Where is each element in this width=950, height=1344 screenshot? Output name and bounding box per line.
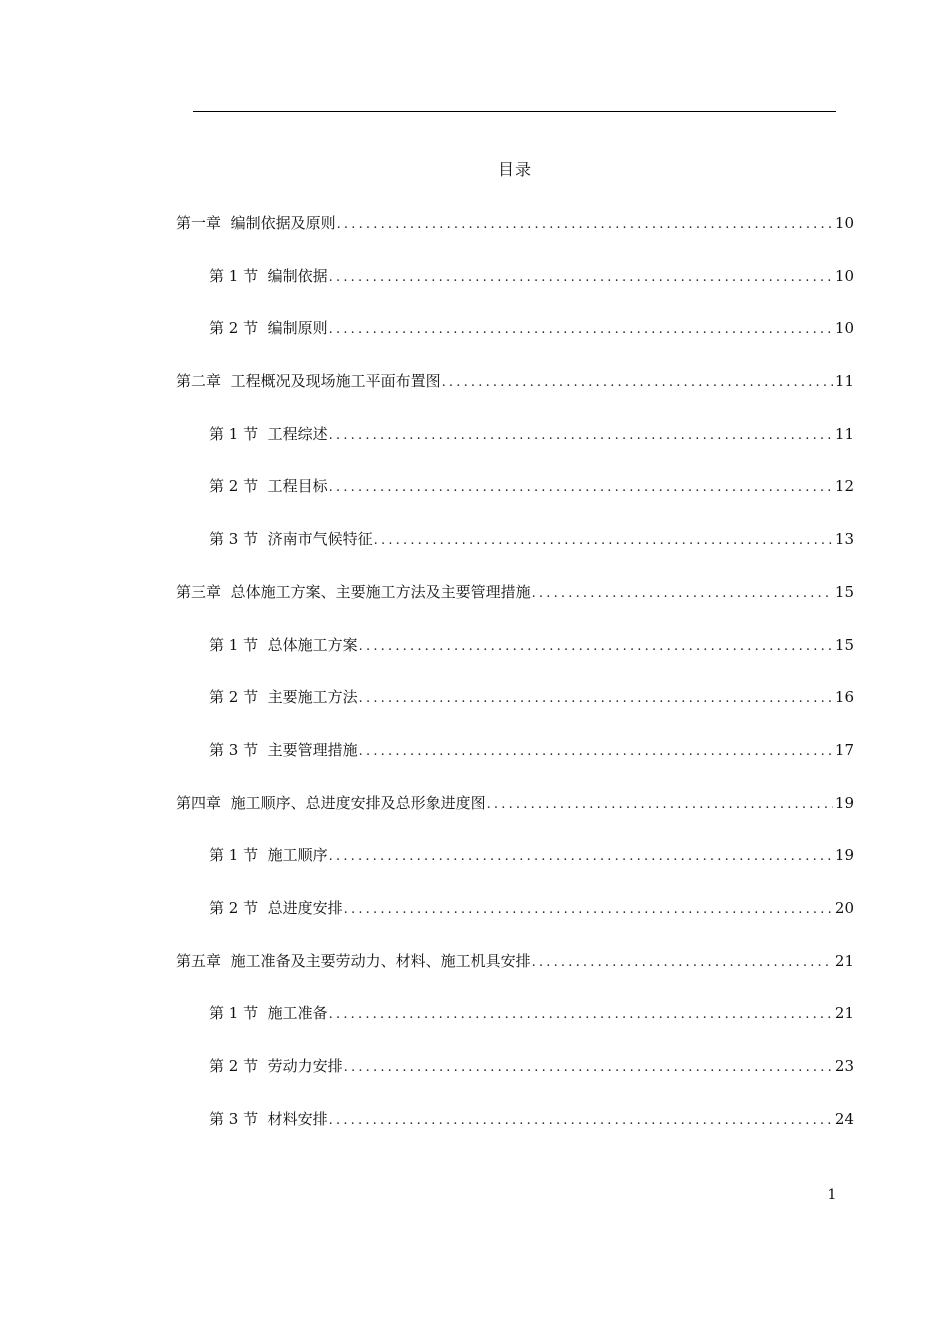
toc-dot-leader <box>532 951 833 975</box>
toc-entry-number: 第 2 节 <box>209 477 259 496</box>
toc-section-entry[interactable] <box>176 422 854 475</box>
toc-dot-leader <box>329 266 833 290</box>
toc-entry-title: 济南市气候特征 <box>267 530 373 549</box>
toc-entry-gap <box>258 1057 268 1075</box>
toc-entry-number: 第 3 节 <box>209 530 259 549</box>
toc-section-entry[interactable] <box>176 474 854 527</box>
toc-dot-leader <box>337 213 833 237</box>
toc-entry-page: 12 <box>834 477 854 496</box>
toc-entry-page: 20 <box>834 898 854 917</box>
toc-entry-number: 第 1 节 <box>209 424 259 443</box>
toc-dot-leader <box>329 1003 833 1027</box>
toc-entry-label <box>176 791 486 815</box>
toc-entry-label <box>209 896 343 920</box>
toc-entry-number: 第 3 节 <box>209 740 259 759</box>
toc-entry-title: 总体施工方案 <box>267 635 358 654</box>
toc-chapter-entry[interactable] <box>176 211 854 264</box>
toc-entry-title: 施工准备及主要劳动力、材料、施工机具安排 <box>230 951 531 970</box>
toc-dot-leader <box>374 529 833 553</box>
toc-entry-label <box>209 527 373 551</box>
toc-entry-number: 第 1 节 <box>209 1004 259 1023</box>
toc-chapter-entry[interactable] <box>176 369 854 422</box>
toc-entry-label <box>176 369 441 393</box>
toc-entry-gap <box>258 846 268 864</box>
toc-section-entry[interactable] <box>176 1107 854 1160</box>
toc-dot-leader <box>329 476 833 500</box>
toc-entry-label <box>209 738 358 762</box>
toc-dot-leader <box>532 582 833 606</box>
toc-entry-gap <box>258 530 268 548</box>
toc-entry-gap <box>258 1110 268 1128</box>
toc-section-entry[interactable] <box>176 527 854 580</box>
toc-entry-number: 第三章 <box>176 582 222 601</box>
toc-entry-title: 施工准备 <box>267 1004 328 1023</box>
toc-entry-label <box>209 316 328 340</box>
toc-entry-title: 主要施工方法 <box>267 688 358 707</box>
toc-entry-page: 11 <box>834 372 854 391</box>
toc-section-entry[interactable] <box>176 738 854 791</box>
toc-entry-page: 10 <box>834 319 854 338</box>
toc-entry-label <box>209 264 328 288</box>
toc-entry-number: 第五章 <box>176 951 222 970</box>
toc-entry-number: 第 1 节 <box>209 635 259 654</box>
toc-dot-leader <box>344 1056 833 1080</box>
toc-section-entry[interactable] <box>176 843 854 896</box>
toc-entry-gap <box>258 741 268 759</box>
toc-entry-number: 第 1 节 <box>209 846 259 865</box>
toc-entry-page: 10 <box>834 214 854 232</box>
toc-entry-label <box>209 1107 328 1131</box>
toc-entry-gap <box>221 583 231 601</box>
toc-title: 目录 <box>497 160 532 179</box>
toc-entry-gap <box>258 688 268 706</box>
toc-entry-gap <box>221 372 231 390</box>
toc-entry-gap <box>258 319 268 337</box>
toc-entry-page: 19 <box>834 793 854 812</box>
toc-entry-label <box>209 422 328 446</box>
toc-dot-leader <box>359 740 833 764</box>
toc-dot-leader <box>329 318 833 342</box>
toc-entry-number: 第 2 节 <box>209 1057 259 1075</box>
toc-entry-title: 劳动力安排 <box>267 1057 343 1075</box>
toc-entry-number: 第 2 节 <box>209 688 259 707</box>
toc-entry-page: 13 <box>834 530 854 549</box>
toc-section-entry[interactable] <box>176 896 854 949</box>
toc-section-entry[interactable] <box>176 1001 854 1054</box>
toc-entry-title: 编制依据及原则 <box>230 214 336 232</box>
toc-dot-leader <box>344 898 833 922</box>
toc-dot-leader <box>329 1109 833 1133</box>
toc-entry-number: 第二章 <box>176 372 222 391</box>
toc-entry-page: 16 <box>834 688 854 707</box>
toc-chapter-entry[interactable] <box>176 791 854 844</box>
toc-entry-title: 材料安排 <box>267 1109 328 1128</box>
toc-dot-leader <box>442 371 833 395</box>
toc-entry-page: 24 <box>834 1109 854 1128</box>
toc-dot-leader <box>359 635 833 659</box>
toc-entry-gap <box>258 267 268 285</box>
toc-entry-title: 施工顺序 <box>267 846 328 865</box>
toc-entry-title: 主要管理措施 <box>267 740 358 759</box>
toc-dot-leader <box>359 687 833 711</box>
toc-entry-gap <box>221 952 231 970</box>
toc-entry-gap <box>258 636 268 654</box>
toc-section-entry[interactable] <box>176 685 854 738</box>
toc-entry-title: 施工顺序、总进度安排及总形象进度图 <box>230 793 486 812</box>
toc-entry-gap <box>258 477 268 495</box>
toc-entry-gap <box>258 899 268 917</box>
toc-entry-number: 第四章 <box>176 793 222 812</box>
toc-entry-label <box>209 474 328 498</box>
toc-dot-leader <box>487 793 833 817</box>
toc-entry-title: 工程综述 <box>267 424 328 443</box>
toc-entry-label <box>209 1054 343 1078</box>
toc-entry-page: 10 <box>834 266 854 285</box>
table-of-contents <box>176 211 854 1159</box>
toc-entry-title: 工程概况及现场施工平面布置图 <box>230 372 441 391</box>
toc-entry-page: 21 <box>834 951 854 970</box>
toc-entry-number: 第 2 节 <box>209 319 259 338</box>
toc-entry-page: 11 <box>834 424 854 443</box>
toc-section-entry[interactable] <box>176 1054 854 1107</box>
toc-dot-leader <box>329 424 833 448</box>
toc-chapter-entry[interactable] <box>176 949 854 1002</box>
header-rule <box>193 111 836 112</box>
toc-entry-title: 工程目标 <box>267 477 328 496</box>
toc-entry-label <box>176 949 531 973</box>
toc-chapter-entry[interactable] <box>176 580 854 633</box>
toc-entry-label <box>176 580 531 604</box>
toc-section-entry[interactable] <box>176 316 854 369</box>
toc-entry-number: 第 1 节 <box>209 266 259 285</box>
toc-section-entry[interactable] <box>176 633 854 686</box>
toc-entry-page: 19 <box>834 846 854 865</box>
toc-entry-label <box>209 843 328 867</box>
toc-entry-gap <box>258 425 268 443</box>
toc-entry-page: 17 <box>834 740 854 759</box>
toc-entry-label <box>176 211 336 235</box>
toc-entry-page: 15 <box>834 635 854 654</box>
toc-dot-leader <box>329 845 833 869</box>
toc-entry-number: 第 3 节 <box>209 1109 259 1128</box>
toc-entry-number: 第一章 <box>176 214 222 232</box>
page-number: 1 <box>827 1187 837 1203</box>
toc-entry-label <box>209 1001 328 1025</box>
toc-entry-title: 总体施工方案、主要施工方法及主要管理措施 <box>230 582 531 601</box>
toc-entry-number: 第 2 节 <box>209 898 259 917</box>
toc-entry-gap <box>258 1004 268 1022</box>
toc-entry-title: 编制依据 <box>267 266 328 285</box>
toc-entry-label <box>209 633 358 657</box>
toc-entry-label <box>209 685 358 709</box>
toc-entry-page: 15 <box>834 582 854 601</box>
toc-section-entry[interactable] <box>176 264 854 317</box>
toc-entry-page: 23 <box>834 1057 854 1075</box>
toc-entry-page: 21 <box>834 1004 854 1023</box>
toc-entry-gap <box>221 794 231 812</box>
toc-entry-title: 编制原则 <box>267 319 328 338</box>
toc-entry-title: 总进度安排 <box>267 898 343 917</box>
toc-entry-gap <box>221 214 231 232</box>
